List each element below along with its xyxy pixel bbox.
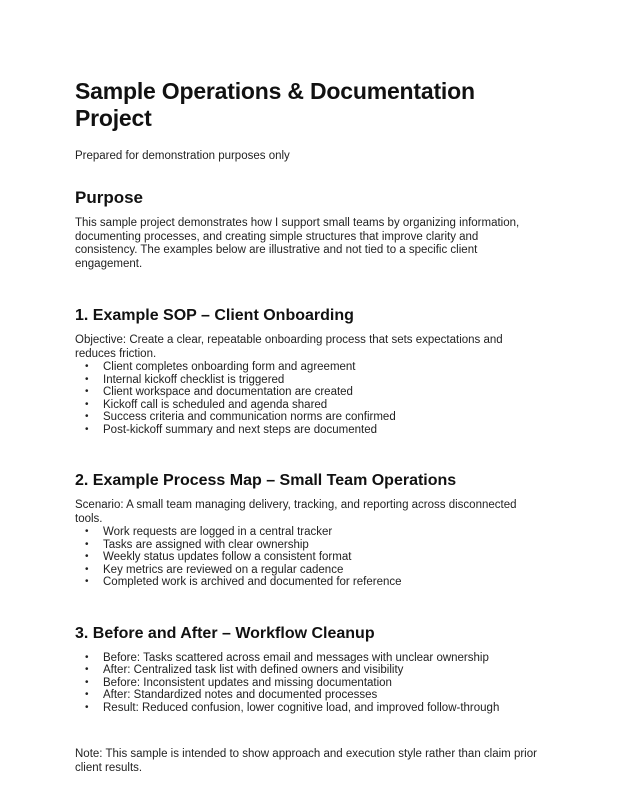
section-purpose	[75, 188, 546, 271]
list-item: • Work requests are logged in a central tracker	[75, 526, 546, 539]
section-before-after	[75, 625, 546, 715]
list-item: • Before: Inconsistent updates and missing documentation	[75, 677, 546, 690]
section-sop	[75, 307, 546, 436]
section-process-map	[75, 472, 546, 589]
list-item: • Tasks are assigned with clear ownership	[75, 539, 546, 552]
list-item: • Internal kickoff checklist is triggered	[75, 374, 546, 387]
process-map-scenario: Scenario: A small team managing delivery, tracking, and reporting across disconnected tools.	[75, 499, 517, 525]
list-item: • Completed work is archived and documented for reference	[75, 576, 546, 589]
before-after-bullet-list	[75, 652, 546, 715]
list-item: • Client completes onboarding form and agreement	[75, 361, 546, 374]
list-item: • Kickoff call is scheduled and agenda shared	[75, 399, 546, 412]
sop-heading: 1. Example SOP – Client Onboarding	[75, 307, 354, 324]
list-item: • Before: Tasks scattered across email and messages with unclear ownership	[75, 652, 546, 665]
sop-objective: Objective: Create a clear, repeatable onboarding process that sets expectations and reduces friction.	[75, 334, 503, 360]
process-map-heading: 2. Example Process Map – Small Team Operations	[75, 472, 457, 489]
process-map-bullet-list	[75, 526, 546, 589]
purpose-heading: Purpose	[75, 188, 144, 207]
purpose-body: This sample project demonstrates how I support small teams by organizing information, documenting processes, and creating simple structures that improve clarity and consistency. The examples below are illustrative and not tied to a specific client engagement.	[75, 217, 520, 270]
list-item: • Result: Reduced confusion, lower cognitive load, and improved follow-through	[75, 702, 546, 715]
list-item: • Weekly status updates follow a consistent format	[75, 551, 546, 564]
document-subtitle: Prepared for demonstration purposes only	[75, 150, 290, 162]
list-item: • Success criteria and communication norms are confirmed	[75, 411, 546, 424]
sop-bullet-list	[75, 361, 546, 436]
list-item: • Client workspace and documentation are created	[75, 386, 546, 399]
document-note: Note: This sample is intended to show approach and execution style rather than claim prior client results.	[75, 748, 537, 774]
before-after-heading: 3. Before and After – Workflow Cleanup	[75, 624, 375, 642]
list-item: • Key metrics are reviewed on a regular cadence	[75, 564, 546, 577]
list-item: • After: Centralized task list with defined owners and visibility	[75, 664, 546, 677]
document-title: Sample Operations & Documentation Project	[75, 78, 475, 131]
list-item: • After: Standardized notes and documented processes	[75, 689, 546, 702]
list-item: • Post-kickoff summary and next steps are documented	[75, 424, 546, 437]
